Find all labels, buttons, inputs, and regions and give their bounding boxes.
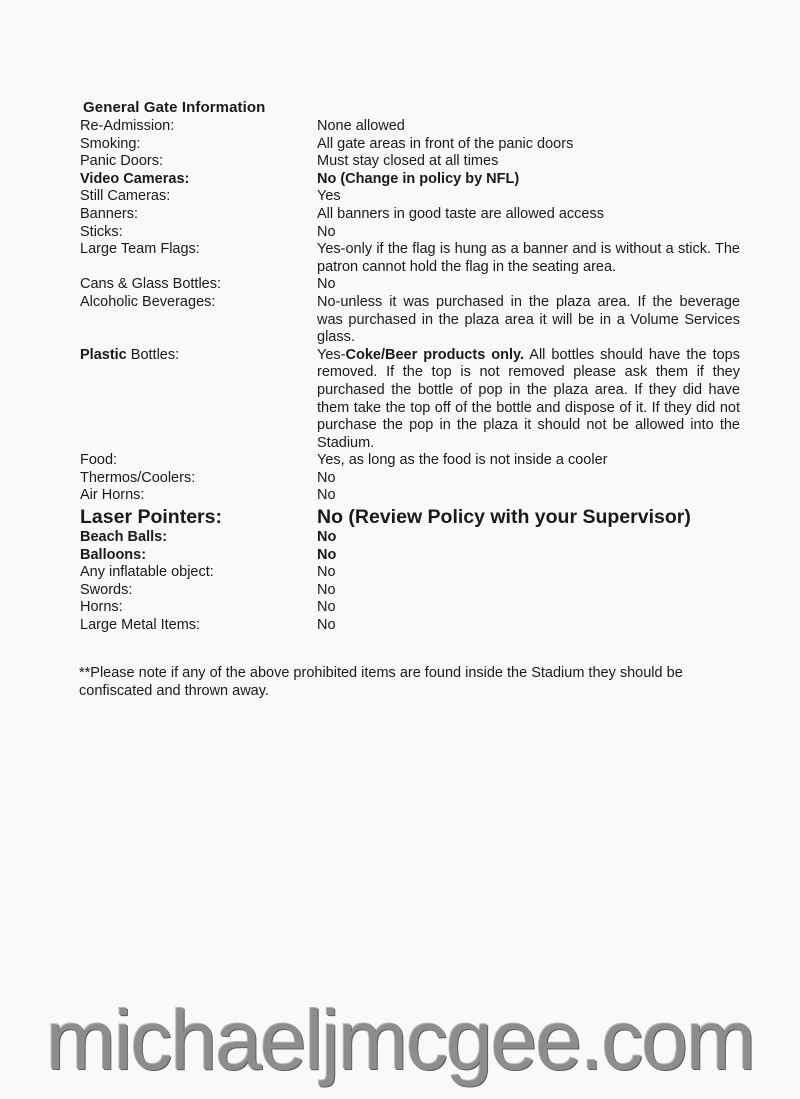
policy-label-rest: Bottles: bbox=[126, 346, 180, 363]
policy-value: No bbox=[317, 469, 336, 486]
policy-label: Air Horns: bbox=[80, 487, 145, 504]
policy-row-food bbox=[80, 452, 740, 470]
policy-value: No bbox=[317, 617, 336, 634]
policy-label: Video Cameras: bbox=[80, 170, 190, 187]
policy-label: Laser Pointers: bbox=[80, 506, 222, 529]
policy-row-alcoholic-beverages bbox=[80, 294, 740, 347]
policy-row-sticks bbox=[80, 224, 740, 242]
policy-label: Panic Doors: bbox=[80, 153, 164, 170]
policy-value: No bbox=[317, 564, 336, 581]
policy-label bbox=[80, 347, 317, 365]
watermark: michaeljmcgee.com bbox=[45, 993, 755, 1087]
policy-row-large-metal-items bbox=[80, 617, 740, 635]
policy-label: Sticks: bbox=[80, 223, 123, 240]
policy-label: Horns: bbox=[80, 599, 123, 616]
policy-value-rest: All bottles should have the tops removed. If the top is not removed please ask them if they purchased the bottle of pop in the plaza area. If they did have them take the top off of the bottle and dispose of it. If they did not purchase the pop in the plaza it should not be allowed into the Stadium. bbox=[317, 346, 740, 451]
policy-row-inflatable bbox=[80, 564, 740, 582]
policy-row-still-cameras bbox=[80, 188, 740, 206]
policy-table bbox=[80, 118, 740, 635]
policy-label: Cans & Glass Bottles: bbox=[80, 276, 222, 293]
policy-value: All gate areas in front of the panic doors bbox=[317, 135, 574, 152]
policy-value: All banners in good taste are allowed access bbox=[317, 205, 604, 222]
policy-row-video-cameras bbox=[80, 171, 740, 189]
policy-label: Smoking: bbox=[80, 135, 141, 152]
policy-row-horns bbox=[80, 599, 740, 617]
policy-value: No (Change in policy by NFL) bbox=[317, 170, 520, 187]
policy-value: No-unless it was purchased in the plaza area. If the beverage was purchased in the plaza area it will be in a Volume Services glass. bbox=[317, 293, 740, 346]
policy-row-air-horns bbox=[80, 487, 740, 505]
policy-value: None allowed bbox=[317, 118, 405, 134]
policy-row-balloons bbox=[80, 547, 740, 565]
policy-label: Swords: bbox=[80, 581, 133, 598]
policy-value: No bbox=[317, 546, 337, 563]
policy-label: Still Cameras: bbox=[80, 188, 171, 205]
policy-row-thermos-coolers bbox=[80, 470, 740, 488]
policy-label: Food: bbox=[80, 452, 118, 469]
policy-row-large-team-flags bbox=[80, 241, 740, 276]
policy-label: Beach Balls: bbox=[80, 529, 168, 546]
policy-value: No bbox=[317, 276, 336, 293]
policy-value: No bbox=[317, 529, 337, 546]
policy-value-bold: Coke/Beer products only. bbox=[345, 346, 525, 363]
policy-value bbox=[317, 347, 740, 453]
footnote: **Please note if any of the above prohibited items are found inside the Stadium they should be confiscated and thrown away. bbox=[79, 665, 683, 699]
policy-row-panic-doors bbox=[80, 153, 740, 171]
policy-row-smoking bbox=[80, 136, 740, 154]
policy-label: Balloons: bbox=[80, 546, 147, 563]
policy-value: No bbox=[317, 487, 336, 504]
policy-row-cans-glass bbox=[80, 276, 740, 294]
policy-value: Yes bbox=[317, 188, 341, 205]
policy-label: Any inflatable object: bbox=[80, 564, 214, 581]
policy-value: Must stay closed at all times bbox=[317, 153, 499, 170]
policy-row-beach-balls bbox=[80, 529, 740, 547]
policy-value-prefix: Yes- bbox=[317, 346, 346, 363]
policy-value: Yes, as long as the food is not inside a cooler bbox=[317, 452, 608, 469]
policy-value: No bbox=[317, 581, 336, 598]
policy-row-banners bbox=[80, 206, 740, 224]
policy-label: Banners: bbox=[80, 205, 139, 222]
policy-label-bold: Plastic bbox=[80, 346, 127, 363]
policy-row-laser-pointers bbox=[80, 505, 740, 529]
policy-value: Yes-only if the flag is hung as a banner and is without a stick. The patron cannot hold the flag in the seating area. bbox=[317, 241, 740, 275]
policy-row-readmission bbox=[80, 118, 740, 136]
section-title: General Gate Information bbox=[83, 99, 266, 116]
policy-label: Re-Admission: bbox=[80, 118, 175, 134]
policy-row-swords bbox=[80, 582, 740, 600]
policy-label: Large Team Flags: bbox=[80, 241, 200, 258]
policy-label: Large Metal Items: bbox=[80, 617, 201, 634]
policy-value: No bbox=[317, 599, 336, 616]
policy-label: Alcoholic Beverages: bbox=[80, 293, 216, 310]
policy-label: Thermos/Coolers: bbox=[80, 469, 196, 486]
policy-value: No (Review Policy with your Supervisor) bbox=[317, 506, 691, 529]
policy-value: No bbox=[317, 223, 336, 240]
policy-row-plastic-bottles bbox=[80, 347, 740, 453]
